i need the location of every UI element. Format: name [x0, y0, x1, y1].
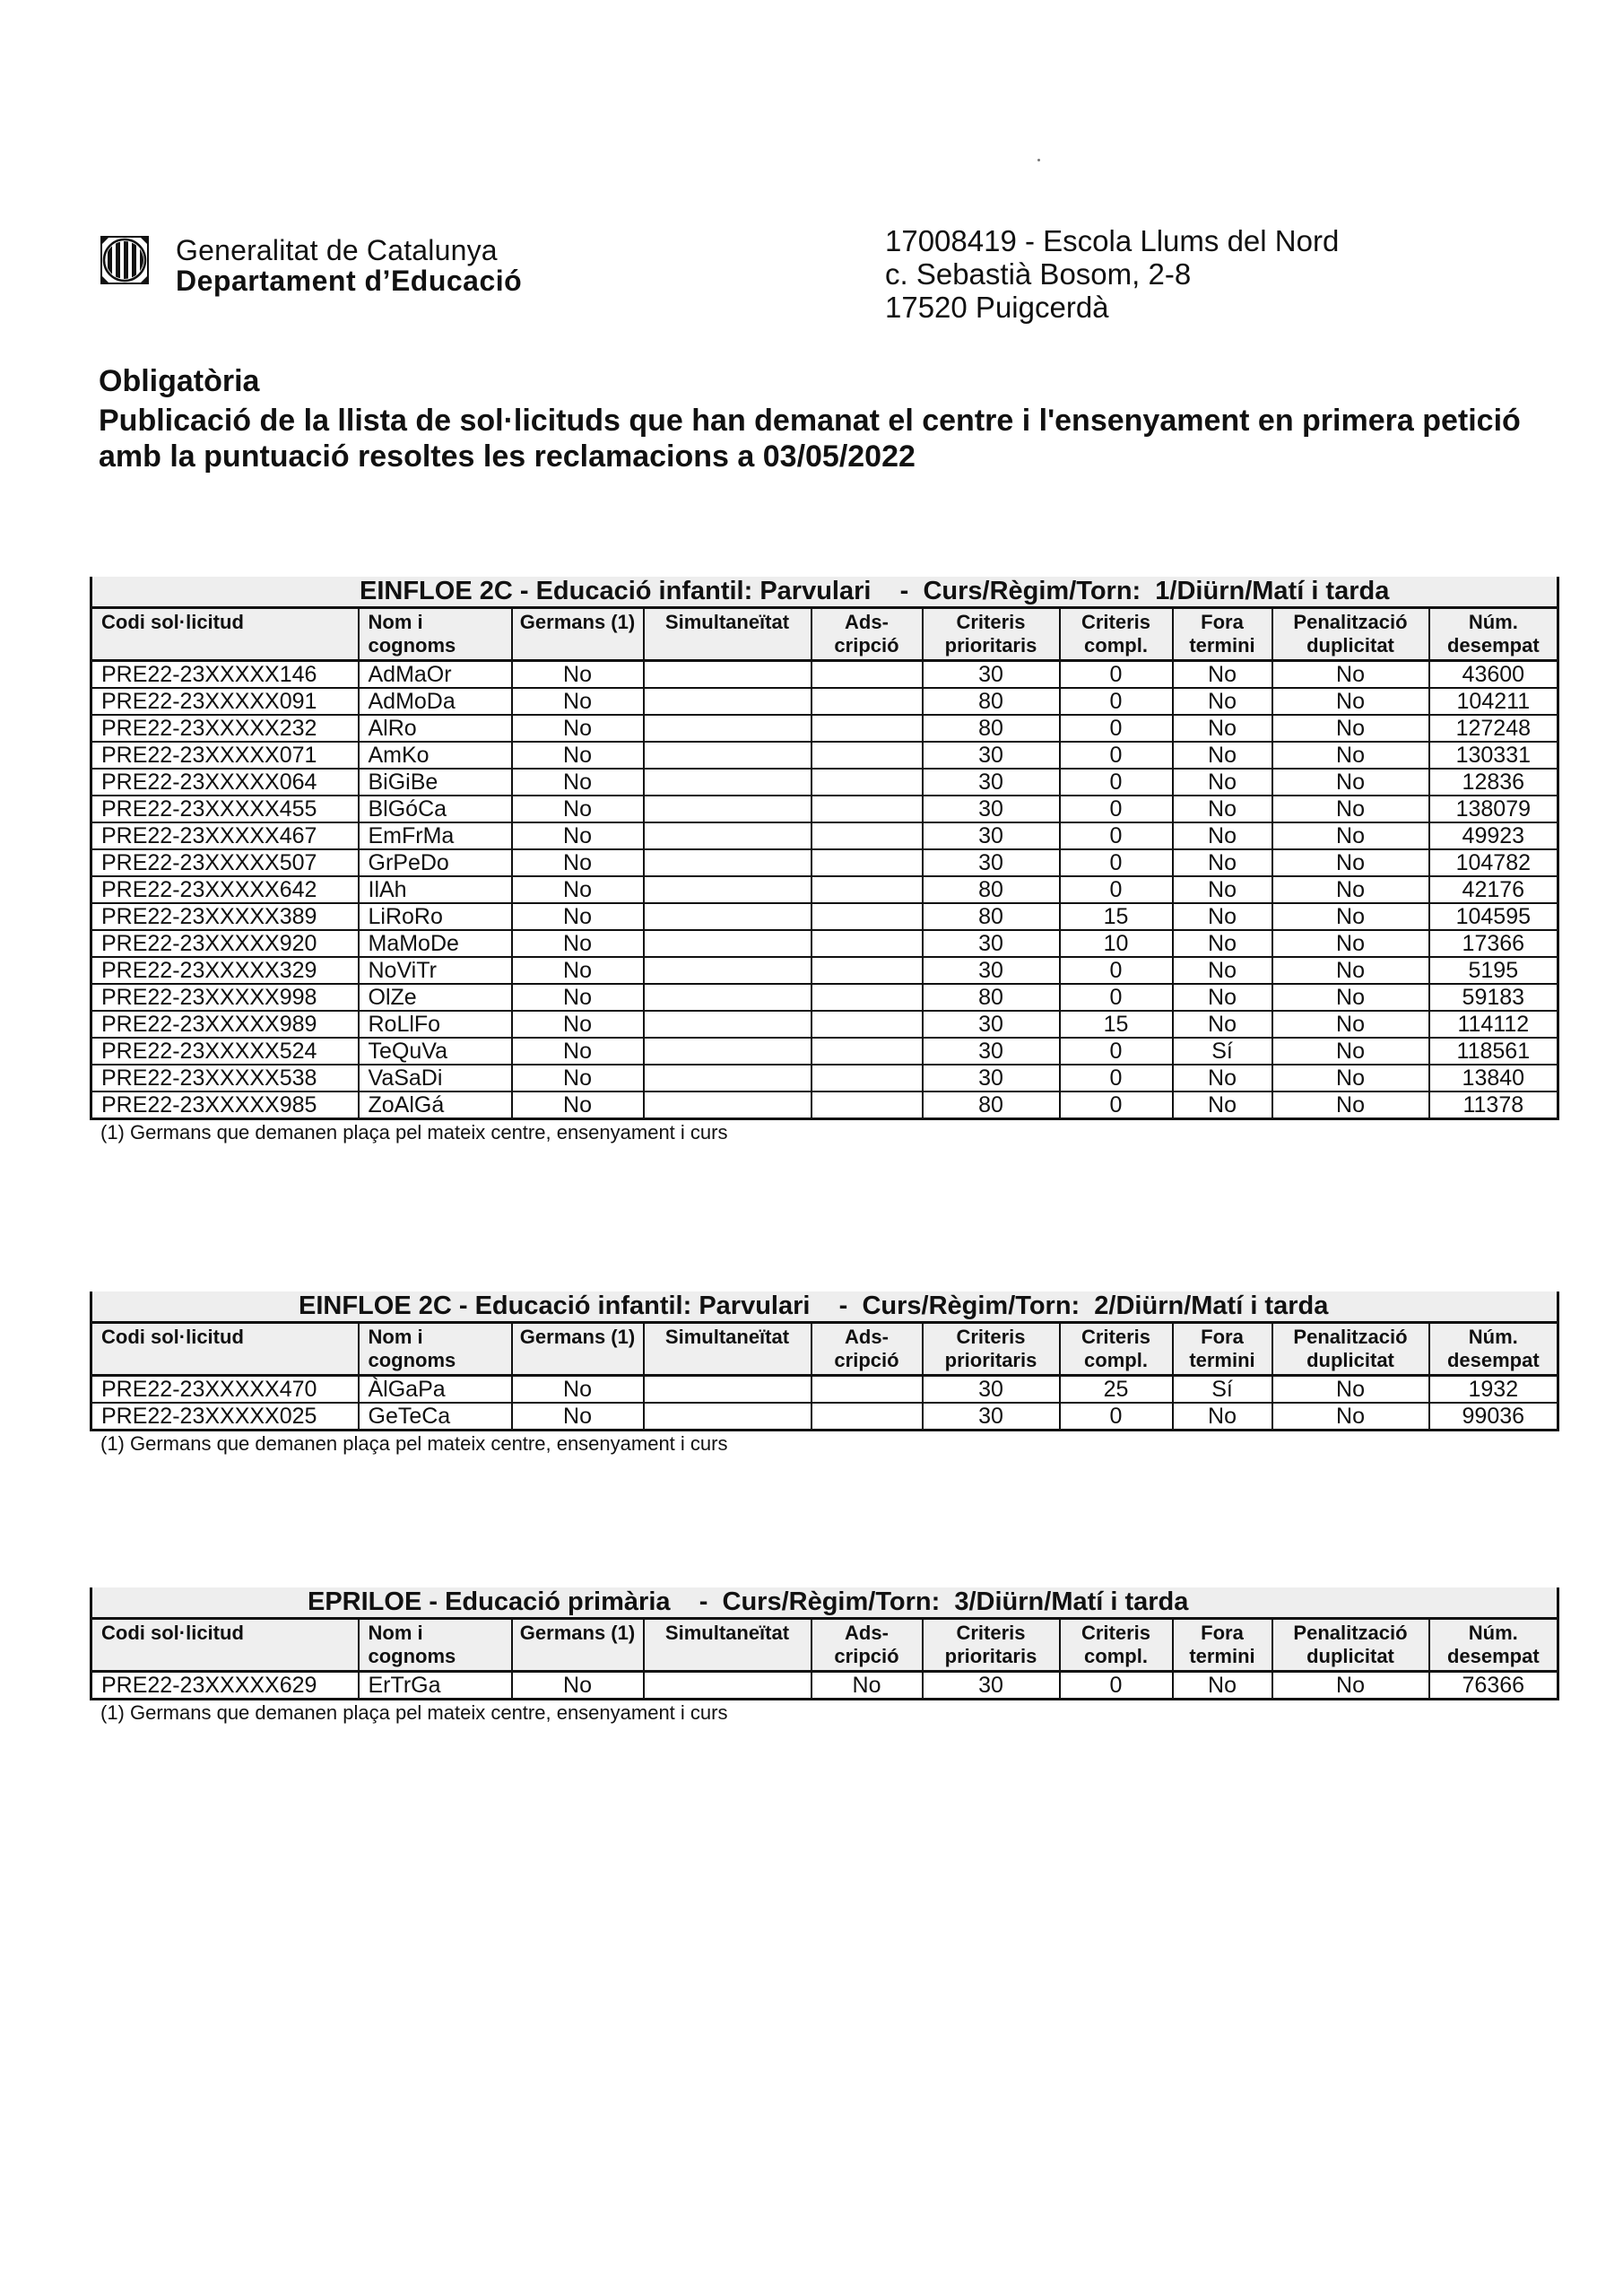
column-header-num-desempat: Núm. desempat — [1429, 1619, 1558, 1672]
cell-simultaneitat — [644, 715, 812, 742]
cell-fora-termini: No — [1173, 1065, 1272, 1091]
cell-criteris-compl: 0 — [1060, 715, 1173, 742]
table-row — [91, 822, 1558, 849]
cell-criteris-prioritaris: 80 — [923, 1091, 1060, 1119]
cell-simultaneitat — [644, 822, 812, 849]
cell-num-desempat: 59183 — [1429, 984, 1558, 1011]
cell-fora-termini: No — [1173, 1091, 1272, 1119]
cell-penalitzacio-duplicitat: No — [1272, 661, 1429, 689]
table-row — [91, 1038, 1558, 1065]
cell-nom: AmKo — [359, 742, 512, 769]
cell-germans: No — [512, 1065, 644, 1091]
applications-table — [90, 1587, 1557, 1725]
cell-adscripcio — [812, 876, 923, 903]
cell-germans: No — [512, 1091, 644, 1119]
department-name: Departament d’Educació — [176, 265, 523, 297]
cell-adscripcio — [812, 822, 923, 849]
cell-germans: No — [512, 876, 644, 903]
table-row — [91, 661, 1558, 689]
cell-simultaneitat — [644, 742, 812, 769]
table-row — [91, 742, 1558, 769]
table-row — [91, 984, 1558, 1011]
cell-criteris-prioritaris: 80 — [923, 876, 1060, 903]
cell-penalitzacio-duplicitat: No — [1272, 984, 1429, 1011]
cell-fora-termini: No — [1173, 1011, 1272, 1038]
cell-num-desempat: 17366 — [1429, 930, 1558, 957]
cell-num-desempat: 138079 — [1429, 796, 1558, 822]
table-header-row — [91, 608, 1558, 661]
cell-codi: PRE22-23XXXXX998 — [91, 984, 359, 1011]
cell-nom: ÀlGaPa — [359, 1376, 512, 1404]
cell-criteris-compl: 15 — [1060, 903, 1173, 930]
cell-criteris-prioritaris: 80 — [923, 903, 1060, 930]
table-row — [91, 1065, 1558, 1091]
cell-codi: PRE22-23XXXXX629 — [91, 1672, 359, 1700]
cell-adscripcio — [812, 661, 923, 689]
cell-codi: PRE22-23XXXXX232 — [91, 715, 359, 742]
table-row — [91, 688, 1558, 715]
cell-num-desempat: 12836 — [1429, 769, 1558, 796]
cell-criteris-prioritaris: 30 — [923, 1672, 1060, 1700]
cell-fora-termini: No — [1173, 849, 1272, 876]
cell-nom: ZoAlGá — [359, 1091, 512, 1119]
cell-criteris-compl: 0 — [1060, 688, 1173, 715]
cell-codi: PRE22-23XXXXX989 — [91, 1011, 359, 1038]
cell-germans: No — [512, 1672, 644, 1700]
cell-num-desempat: 43600 — [1429, 661, 1558, 689]
column-header-germans: Germans (1) — [512, 608, 644, 661]
cell-penalitzacio-duplicitat: No — [1272, 796, 1429, 822]
cell-criteris-prioritaris: 30 — [923, 930, 1060, 957]
cell-adscripcio — [812, 1038, 923, 1065]
table-row — [91, 1672, 1558, 1700]
cell-germans: No — [512, 822, 644, 849]
cell-fora-termini: No — [1173, 876, 1272, 903]
cell-penalitzacio-duplicitat: No — [1272, 876, 1429, 903]
cell-num-desempat: 127248 — [1429, 715, 1558, 742]
cell-codi: PRE22-23XXXXX071 — [91, 742, 359, 769]
cell-germans: No — [512, 957, 644, 984]
column-header-simultaneitat: Simultaneïtat — [644, 1619, 812, 1672]
cell-penalitzacio-duplicitat: No — [1272, 849, 1429, 876]
cell-criteris-compl: 15 — [1060, 1011, 1173, 1038]
cell-criteris-prioritaris: 80 — [923, 688, 1060, 715]
column-header-germans: Germans (1) — [512, 1619, 644, 1672]
cell-adscripcio — [812, 984, 923, 1011]
table-row — [91, 796, 1558, 822]
cell-fora-termini: No — [1173, 1672, 1272, 1700]
cell-num-desempat: 76366 — [1429, 1672, 1558, 1700]
column-header-simultaneitat: Simultaneïtat — [644, 1323, 812, 1376]
cell-simultaneitat — [644, 876, 812, 903]
applications-table — [90, 577, 1557, 1144]
cell-nom: BiGiBe — [359, 769, 512, 796]
table-header-row — [91, 1619, 1558, 1672]
cell-nom: TeQuVa — [359, 1038, 512, 1065]
cell-adscripcio — [812, 1011, 923, 1038]
table-footnote: (1) Germans que demanen plaça pel mateix centre, ensenyament i curs — [100, 1701, 728, 1724]
column-header-penalitzacio-duplicitat: Penalització duplicitat — [1272, 608, 1429, 661]
applications-table — [90, 1292, 1557, 1456]
cell-criteris-prioritaris: 30 — [923, 1011, 1060, 1038]
column-header-germans: Germans (1) — [512, 1323, 644, 1376]
cell-codi: PRE22-23XXXXX470 — [91, 1376, 359, 1404]
cell-adscripcio — [812, 1403, 923, 1431]
cell-nom: AlRo — [359, 715, 512, 742]
cell-nom: GrPeDo — [359, 849, 512, 876]
column-header-nom: Nom i cognoms — [359, 1619, 512, 1672]
cell-criteris-prioritaris: 80 — [923, 984, 1060, 1011]
cell-adscripcio — [812, 688, 923, 715]
cell-fora-termini: No — [1173, 822, 1272, 849]
cell-criteris-compl: 0 — [1060, 1672, 1173, 1700]
cell-nom: NoViTr — [359, 957, 512, 984]
cell-criteris-prioritaris: 30 — [923, 661, 1060, 689]
cell-simultaneitat — [644, 796, 812, 822]
table-title: EINFLOE 2C - Educació infantil: Parvulari - Curs/Règim/Torn: 2/Diürn/Matí i tarda — [299, 1292, 1329, 1320]
cell-nom: AdMoDa — [359, 688, 512, 715]
cell-penalitzacio-duplicitat: No — [1272, 1065, 1429, 1091]
cell-fora-termini: No — [1173, 769, 1272, 796]
cell-criteris-prioritaris: 30 — [923, 769, 1060, 796]
cell-germans: No — [512, 1011, 644, 1038]
column-header-codi: Codi sol·licitud — [91, 1619, 359, 1672]
generalitat-logo-icon — [100, 236, 149, 284]
cell-fora-termini: No — [1173, 715, 1272, 742]
cell-adscripcio — [812, 957, 923, 984]
cell-criteris-compl: 0 — [1060, 876, 1173, 903]
column-header-criteris-prioritaris: Criteris prioritaris — [923, 608, 1060, 661]
cell-adscripcio — [812, 715, 923, 742]
column-header-criteris-compl: Criteris compl. — [1060, 1619, 1173, 1672]
cell-germans: No — [512, 742, 644, 769]
cell-penalitzacio-duplicitat: No — [1272, 957, 1429, 984]
cell-fora-termini: Sí — [1173, 1038, 1272, 1065]
cell-penalitzacio-duplicitat: No — [1272, 1011, 1429, 1038]
cell-simultaneitat — [644, 957, 812, 984]
cell-simultaneitat — [644, 984, 812, 1011]
cell-adscripcio — [812, 849, 923, 876]
cell-germans: No — [512, 930, 644, 957]
column-header-penalitzacio-duplicitat: Penalització duplicitat — [1272, 1323, 1429, 1376]
cell-adscripcio — [812, 1376, 923, 1404]
cell-simultaneitat — [644, 688, 812, 715]
table-row — [91, 769, 1558, 796]
column-header-adscripcio: Ads- cripció — [812, 1323, 923, 1376]
cell-penalitzacio-duplicitat: No — [1272, 1091, 1429, 1119]
cell-adscripcio — [812, 796, 923, 822]
cell-codi: PRE22-23XXXXX064 — [91, 769, 359, 796]
cell-criteris-compl: 0 — [1060, 742, 1173, 769]
cell-simultaneitat — [644, 661, 812, 689]
table-row — [91, 876, 1558, 903]
cell-codi: PRE22-23XXXXX025 — [91, 1403, 359, 1431]
document-title: Publicació de la llista de sol·licituds que han demanat el centre i l'ensenyament en primera petició amb la puntuació resoltes les reclamacions a 03/05/2022 — [99, 404, 1521, 474]
cell-simultaneitat — [644, 1038, 812, 1065]
cell-num-desempat: 114112 — [1429, 1011, 1558, 1038]
cell-fora-termini: No — [1173, 930, 1272, 957]
cell-codi: PRE22-23XXXXX329 — [91, 957, 359, 984]
table-row — [91, 1403, 1558, 1431]
column-header-criteris-compl: Criteris compl. — [1060, 608, 1173, 661]
cell-codi: PRE22-23XXXXX389 — [91, 903, 359, 930]
cell-criteris-prioritaris: 30 — [923, 1038, 1060, 1065]
cell-germans: No — [512, 688, 644, 715]
cell-criteris-prioritaris: 30 — [923, 742, 1060, 769]
cell-codi: PRE22-23XXXXX467 — [91, 822, 359, 849]
cell-fora-termini: No — [1173, 661, 1272, 689]
cell-simultaneitat — [644, 1672, 812, 1700]
table-row — [91, 903, 1558, 930]
cell-criteris-compl: 0 — [1060, 1065, 1173, 1091]
column-header-codi: Codi sol·licitud — [91, 608, 359, 661]
column-header-num-desempat: Núm. desempat — [1429, 1323, 1558, 1376]
cell-criteris-compl: 0 — [1060, 984, 1173, 1011]
cell-fora-termini: No — [1173, 796, 1272, 822]
cell-nom: VaSaDi — [359, 1065, 512, 1091]
cell-simultaneitat — [644, 1403, 812, 1431]
column-header-adscripcio: Ads- cripció — [812, 1619, 923, 1672]
cell-codi: PRE22-23XXXXX146 — [91, 661, 359, 689]
column-header-penalitzacio-duplicitat: Penalització duplicitat — [1272, 1619, 1429, 1672]
cell-germans: No — [512, 984, 644, 1011]
cell-codi: PRE22-23XXXXX091 — [91, 688, 359, 715]
cell-fora-termini: No — [1173, 1403, 1272, 1431]
cell-penalitzacio-duplicitat: No — [1272, 715, 1429, 742]
cell-criteris-prioritaris: 30 — [923, 1065, 1060, 1091]
cell-nom: AdMaOr — [359, 661, 512, 689]
cell-num-desempat: 42176 — [1429, 876, 1558, 903]
cell-nom: LiRoRo — [359, 903, 512, 930]
cell-num-desempat: 130331 — [1429, 742, 1558, 769]
cell-germans: No — [512, 715, 644, 742]
table-title: EINFLOE 2C - Educació infantil: Parvulari - Curs/Règim/Torn: 1/Diürn/Matí i tarda — [360, 577, 1390, 605]
cell-simultaneitat — [644, 930, 812, 957]
school-street: c. Sebastià Bosom, 2-8 — [885, 257, 1192, 291]
cell-simultaneitat — [644, 1011, 812, 1038]
table-title: EPRILOE - Educació primària - Curs/Règim/Torn: 3/Diürn/Matí i tarda — [308, 1587, 1189, 1616]
cell-codi: PRE22-23XXXXX985 — [91, 1091, 359, 1119]
cell-criteris-compl: 0 — [1060, 822, 1173, 849]
cell-criteris-compl: 0 — [1060, 661, 1173, 689]
cell-adscripcio — [812, 742, 923, 769]
cell-penalitzacio-duplicitat: No — [1272, 769, 1429, 796]
table-footnote: (1) Germans que demanen plaça pel mateix centre, ensenyament i curs — [100, 1432, 728, 1455]
cell-criteris-compl: 10 — [1060, 930, 1173, 957]
cell-num-desempat: 1932 — [1429, 1376, 1558, 1404]
column-header-codi: Codi sol·licitud — [91, 1323, 359, 1376]
document-heading: Obligatòria — [99, 364, 260, 398]
cell-germans: No — [512, 1376, 644, 1404]
cell-num-desempat: 11378 — [1429, 1091, 1558, 1119]
cell-adscripcio — [812, 769, 923, 796]
cell-criteris-prioritaris: 30 — [923, 849, 1060, 876]
cell-codi: PRE22-23XXXXX524 — [91, 1038, 359, 1065]
cell-num-desempat: 99036 — [1429, 1403, 1558, 1431]
cell-penalitzacio-duplicitat: No — [1272, 822, 1429, 849]
column-header-nom: Nom i cognoms — [359, 1323, 512, 1376]
cell-germans: No — [512, 1038, 644, 1065]
cell-adscripcio — [812, 1091, 923, 1119]
column-header-criteris-prioritaris: Criteris prioritaris — [923, 1619, 1060, 1672]
cell-germans: No — [512, 796, 644, 822]
table-header-row — [91, 1323, 1558, 1376]
table-row — [91, 1011, 1558, 1038]
cell-num-desempat: 104595 — [1429, 903, 1558, 930]
cell-codi: PRE22-23XXXXX455 — [91, 796, 359, 822]
cell-adscripcio — [812, 903, 923, 930]
column-header-fora-termini: Fora termini — [1173, 608, 1272, 661]
cell-num-desempat: 13840 — [1429, 1065, 1558, 1091]
table-row — [91, 1091, 1558, 1119]
cell-criteris-prioritaris: 30 — [923, 1403, 1060, 1431]
cell-num-desempat: 104211 — [1429, 688, 1558, 715]
cell-nom: MaMoDe — [359, 930, 512, 957]
column-header-fora-termini: Fora termini — [1173, 1323, 1272, 1376]
cell-penalitzacio-duplicitat: No — [1272, 742, 1429, 769]
cell-fora-termini: No — [1173, 742, 1272, 769]
cell-criteris-compl: 0 — [1060, 1038, 1173, 1065]
cell-penalitzacio-duplicitat: No — [1272, 1672, 1429, 1700]
cell-criteris-compl: 25 — [1060, 1376, 1173, 1404]
table-footnote: (1) Germans que demanen plaça pel mateix centre, ensenyament i curs — [100, 1121, 728, 1144]
cell-criteris-prioritaris: 30 — [923, 796, 1060, 822]
cell-germans: No — [512, 769, 644, 796]
cell-germans: No — [512, 1403, 644, 1431]
column-header-nom: Nom i cognoms — [359, 608, 512, 661]
cell-adscripcio: No — [812, 1672, 923, 1700]
scan-artifact — [1037, 159, 1040, 161]
table-row — [91, 930, 1558, 957]
cell-penalitzacio-duplicitat: No — [1272, 688, 1429, 715]
school-city: 17520 Puigcerdà — [885, 291, 1109, 324]
cell-fora-termini: No — [1173, 903, 1272, 930]
table-row — [91, 1376, 1558, 1404]
cell-criteris-prioritaris: 30 — [923, 957, 1060, 984]
cell-adscripcio — [812, 1065, 923, 1091]
cell-nom: GeTeCa — [359, 1403, 512, 1431]
table-row — [91, 715, 1558, 742]
cell-num-desempat: 5195 — [1429, 957, 1558, 984]
table-row — [91, 849, 1558, 876]
cell-penalitzacio-duplicitat: No — [1272, 903, 1429, 930]
cell-criteris-compl: 0 — [1060, 1091, 1173, 1119]
cell-adscripcio — [812, 930, 923, 957]
cell-criteris-prioritaris: 80 — [923, 715, 1060, 742]
cell-nom: BlGóCa — [359, 796, 512, 822]
cell-nom: RoLlFo — [359, 1011, 512, 1038]
column-header-criteris-compl: Criteris compl. — [1060, 1323, 1173, 1376]
cell-germans: No — [512, 661, 644, 689]
column-header-fora-termini: Fora termini — [1173, 1619, 1272, 1672]
cell-nom: EmFrMa — [359, 822, 512, 849]
cell-penalitzacio-duplicitat: No — [1272, 1376, 1429, 1404]
cell-codi: PRE22-23XXXXX538 — [91, 1065, 359, 1091]
cell-nom: OlZe — [359, 984, 512, 1011]
organization-name: Generalitat de Catalunya — [176, 234, 498, 266]
cell-fora-termini: No — [1173, 984, 1272, 1011]
cell-penalitzacio-duplicitat: No — [1272, 930, 1429, 957]
school-code-name: 17008419 - Escola Llums del Nord — [885, 224, 1340, 257]
cell-simultaneitat — [644, 1091, 812, 1119]
cell-simultaneitat — [644, 849, 812, 876]
cell-nom: IlAh — [359, 876, 512, 903]
cell-germans: No — [512, 849, 644, 876]
cell-fora-termini: Sí — [1173, 1376, 1272, 1404]
cell-criteris-compl: 0 — [1060, 769, 1173, 796]
cell-codi: PRE22-23XXXXX642 — [91, 876, 359, 903]
cell-criteris-compl: 0 — [1060, 1403, 1173, 1431]
cell-criteris-compl: 0 — [1060, 849, 1173, 876]
cell-simultaneitat — [644, 1376, 812, 1404]
table-row — [91, 957, 1558, 984]
cell-simultaneitat — [644, 1065, 812, 1091]
cell-penalitzacio-duplicitat: No — [1272, 1403, 1429, 1431]
cell-criteris-prioritaris: 30 — [923, 1376, 1060, 1404]
cell-penalitzacio-duplicitat: No — [1272, 1038, 1429, 1065]
cell-num-desempat: 49923 — [1429, 822, 1558, 849]
cell-fora-termini: No — [1173, 688, 1272, 715]
cell-germans: No — [512, 903, 644, 930]
cell-criteris-compl: 0 — [1060, 796, 1173, 822]
cell-criteris-compl: 0 — [1060, 957, 1173, 984]
column-header-criteris-prioritaris: Criteris prioritaris — [923, 1323, 1060, 1376]
column-header-simultaneitat: Simultaneïtat — [644, 608, 812, 661]
cell-num-desempat: 104782 — [1429, 849, 1558, 876]
column-header-adscripcio: Ads- cripció — [812, 608, 923, 661]
cell-nom: ErTrGa — [359, 1672, 512, 1700]
cell-codi: PRE22-23XXXXX920 — [91, 930, 359, 957]
column-header-num-desempat: Núm. desempat — [1429, 608, 1558, 661]
cell-fora-termini: No — [1173, 957, 1272, 984]
cell-num-desempat: 118561 — [1429, 1038, 1558, 1065]
school-address-block — [885, 224, 1339, 324]
cell-criteris-prioritaris: 30 — [923, 822, 1060, 849]
cell-simultaneitat — [644, 903, 812, 930]
cell-simultaneitat — [644, 769, 812, 796]
cell-codi: PRE22-23XXXXX507 — [91, 849, 359, 876]
